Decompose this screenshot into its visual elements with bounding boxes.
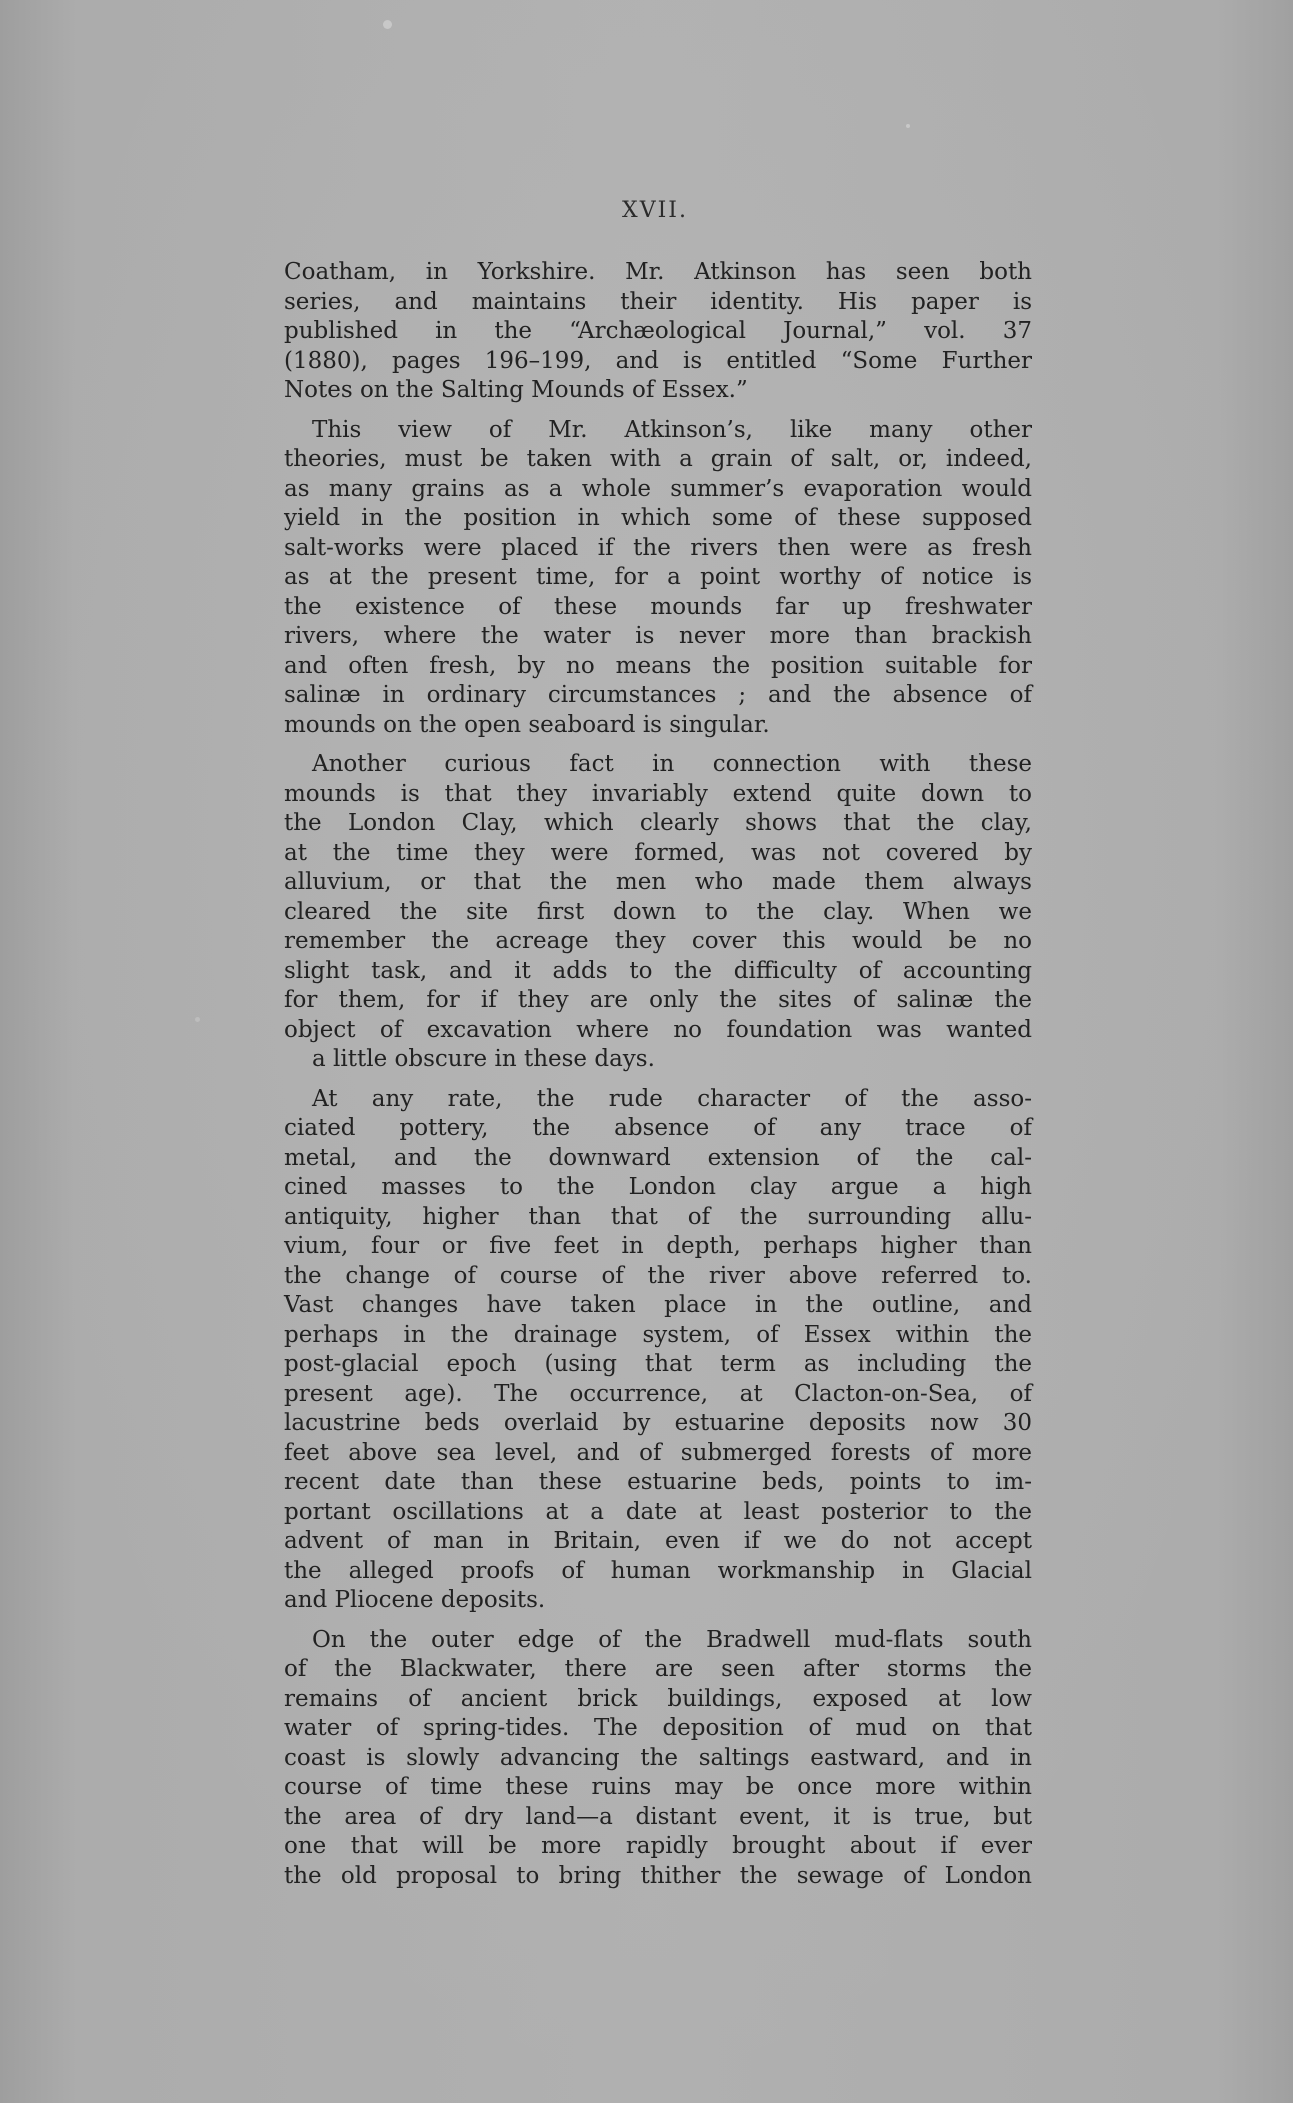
text-line: On the outer edge of the Bradwell mud-flats south — [312, 1626, 1032, 1653]
text-line: (1880), pages 196–199, and is entitled “Some Further — [284, 347, 1032, 374]
text-line: mounds is that they invariably extend quite down to — [284, 780, 1032, 807]
text-line: at the time they were formed, was not covered by — [284, 839, 1032, 866]
text-line: Vast changes have taken place in the outline, and — [284, 1292, 1032, 1318]
text-line: as at the present time, for a point worthy of notice is — [284, 564, 1032, 590]
text-line: published in the “Archæological Journal,” vol. 37 — [284, 318, 1032, 344]
text-line: mounds on the open seaboard is singular. — [284, 711, 770, 738]
text-line: the alleged proofs of human workmanship in Glacial — [284, 1557, 1032, 1584]
text-line: water of spring-tides. The deposition of mud on that — [284, 1715, 1032, 1741]
text-line: present age). The occurrence, at Clacton-on-Sea, of — [284, 1380, 1032, 1407]
text-line: and Pliocene deposits. — [284, 1587, 546, 1613]
text-line: the old proposal to bring thither the sewage of London — [284, 1862, 1032, 1889]
text-line: remains of ancient brick buildings, exposed at low — [284, 1685, 1032, 1712]
text-line: Another curious fact in connection with these — [312, 751, 1032, 777]
paper-speck — [383, 20, 392, 29]
text-line: portant oscillations at a date at least posterior to the — [284, 1498, 1032, 1525]
paragraph — [284, 258, 1032, 406]
text-line: the area of dry land—a distant event, it is true, but — [284, 1803, 1032, 1830]
text-line: post-glacial epoch (using that term as including the — [284, 1351, 1032, 1377]
text-line: a little obscure in these days. — [312, 1046, 655, 1072]
text-line: advent of man in Britain, even if we do not accept — [284, 1528, 1032, 1554]
text-line: the change of course of the river above referred to. — [284, 1262, 1032, 1289]
text-line: remember the acreage they cover this would be no — [284, 928, 1032, 954]
paragraph — [284, 1626, 1032, 1892]
text-line: alluvium, or that the men who made them always — [284, 869, 1032, 895]
page-number: XVII. — [622, 198, 688, 223]
text-line: lacustrine beds overlaid by estuarine deposits now 30 — [284, 1410, 1032, 1436]
text-line: one that will be more rapidly brought about if ever — [284, 1833, 1032, 1859]
text-line: antiquity, higher than that of the surrounding allu- — [284, 1203, 1032, 1230]
text-line: Notes on the Salting Mounds of Essex.” — [284, 377, 748, 403]
text-line: This view of Mr. Atkinson’s, like many other — [312, 416, 1032, 443]
text-line: recent date than these estuarine beds, points to im- — [284, 1469, 1032, 1495]
paper-speck — [195, 1017, 200, 1022]
text-line: coast is slowly advancing the saltings eastward, and in — [284, 1744, 1032, 1771]
text-line: rivers, where the water is never more than brackish — [284, 623, 1032, 649]
text-line: yield in the position in which some of these supposed — [284, 505, 1032, 531]
text-line: At any rate, the rude character of the asso- — [312, 1085, 1032, 1112]
text-line: series, and maintains their identity. His paper is — [284, 288, 1032, 315]
paragraph — [284, 416, 1032, 741]
paper-speck — [906, 124, 910, 128]
text-line: and often fresh, by no means the position suitable for — [284, 652, 1032, 679]
text-line: slight task, and it adds to the difficulty of accounting — [284, 957, 1032, 984]
text-line: perhaps in the drainage system, of Essex within the — [284, 1321, 1032, 1348]
text-line: for them, for if they are only the sites of salinæ the — [284, 987, 1032, 1013]
text-line: the existence of these mounds far up freshwater — [284, 593, 1032, 620]
text-line: cleared the site first down to the clay. When we — [284, 898, 1032, 925]
text-line: metal, and the downward extension of the cal- — [284, 1144, 1032, 1171]
text-line: as many grains as a whole summer’s evaporation would — [284, 475, 1032, 502]
text-line: course of time these ruins may be once more within — [284, 1774, 1032, 1800]
paragraph — [284, 750, 1032, 1075]
text-line: object of excavation where no foundation was wanted — [284, 1016, 1032, 1043]
text-line: of the Blackwater, there are seen after storms the — [284, 1656, 1032, 1682]
text-line: ciated pottery, the absence of any trace of — [284, 1115, 1032, 1141]
text-line: the London Clay, which clearly shows that the clay, — [284, 810, 1032, 836]
text-line: theories, must be taken with a grain of salt, or, indeed, — [284, 446, 1032, 472]
text-line: vium, four or five feet in depth, perhaps higher than — [284, 1233, 1032, 1259]
paragraph — [284, 1085, 1032, 1616]
text-line: salt-works were placed if the rivers then were as fresh — [284, 534, 1032, 561]
text-line: Coatham, in Yorkshire. Mr. Atkinson has seen both — [284, 259, 1032, 285]
text-line: cined masses to the London clay argue a high — [284, 1174, 1032, 1200]
text-line: salinæ in ordinary circumstances ; and the absence of — [284, 682, 1032, 708]
text-line: feet above sea level, and of submerged forests of more — [284, 1439, 1032, 1466]
body-text — [284, 258, 1032, 1891]
